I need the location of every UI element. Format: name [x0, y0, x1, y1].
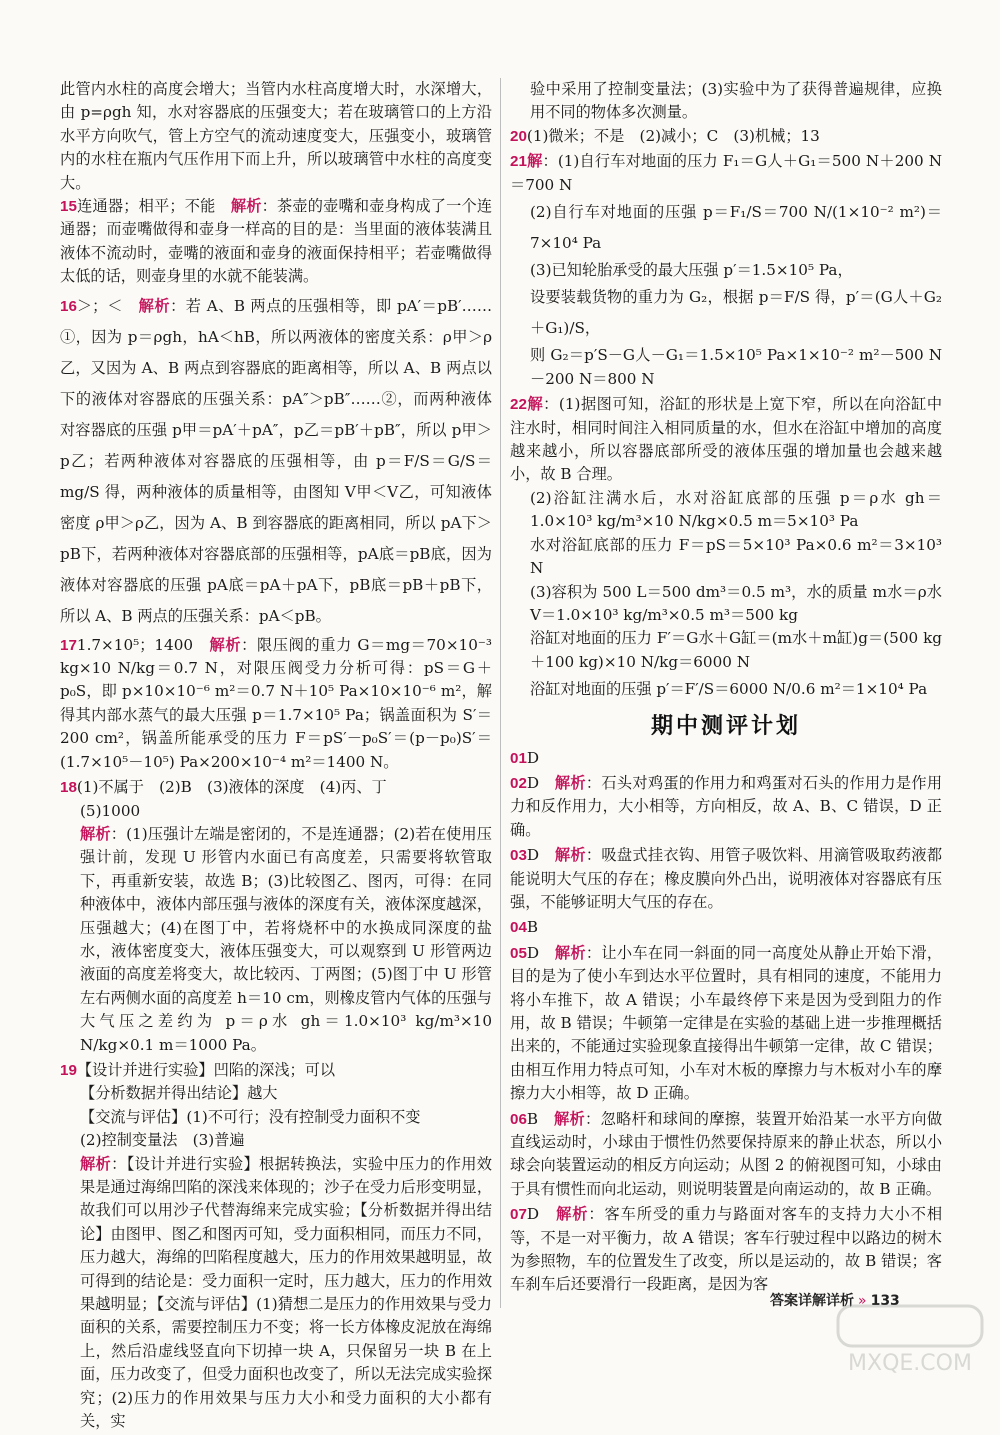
question-number: 06 — [510, 1110, 527, 1128]
answer-21 — [510, 150, 942, 391]
answer-text: D — [526, 773, 540, 792]
question-number: 22 — [510, 396, 527, 414]
answer-text: D — [526, 748, 540, 767]
section-title: 期中测评计划 — [650, 714, 801, 740]
answer-text: (1)不属于 (2)B (3)液体的深度 (4)丙、丁 — [76, 778, 387, 797]
answer-04 — [510, 916, 942, 939]
answer-02 — [510, 772, 942, 842]
answer-15 — [60, 195, 492, 289]
answer-text: 连通器；相平；不能 — [76, 197, 216, 216]
analysis-label: 解析 — [230, 197, 262, 216]
question-number: 02 — [510, 774, 527, 792]
analysis-label: 解析 — [554, 773, 586, 792]
solution-label: 解 — [526, 395, 544, 414]
answer-text: D — [526, 943, 540, 962]
solution-text: 水对浴缸底部的压力 F＝pS＝5×10³ Pa×0.6 m²＝3×10³ N — [530, 535, 942, 578]
analysis-label: 解析 — [209, 635, 242, 654]
double-chevron-right-icon: » — [858, 1293, 867, 1309]
solution-text: (2)自行车对地面的压强 p＝F₁/S＝700 N/(1×10⁻² m²)＝7×10⁴ Pa — [530, 203, 942, 253]
answer-22 — [510, 393, 942, 705]
analysis-label: 解析 — [554, 846, 586, 865]
continued-paragraph: 此管内水柱的高度会增大；当管内水柱高度增大时，水深增大，由 p=ρgh 知，水对容器底的压强变大；若在玻璃管口的上方沿水平方向吹气，管上方空气的流动速度变大，压强变小，玻璃管内的水柱在瓶内气压作用下而上升，所以玻璃管中水柱的高度变大。 — [60, 80, 492, 192]
solution-text: (3)容积为 500 L＝500 dm³＝0.5 m³，水的质量 m水＝ρ水 V＝1.0×10³ kg/m³×0.5 m³＝500 kg — [530, 582, 942, 624]
analysis-label: 解析 — [553, 1109, 586, 1128]
left-column — [60, 78, 492, 1435]
question-number: 15 — [60, 198, 77, 216]
answer-text: (2)控制变量法 (3)普遍 — [80, 1131, 245, 1150]
question-number: 18 — [60, 779, 77, 797]
watermark-logo — [830, 1300, 990, 1378]
question-number: 04 — [510, 919, 527, 937]
analysis-label: 解析 — [554, 943, 586, 962]
answer-text: 1.7×10⁵；1400 — [76, 635, 194, 654]
question-number: 07 — [510, 1206, 527, 1224]
answer-17 — [60, 634, 492, 774]
page-number: 133 — [870, 1293, 900, 1309]
analysis-text: ：客车所受的重力与路面对客车的支持力大小不相等，不是一对平衡力，故 A 错误；客车行驶过程中以路边的树木为参照物，车的位置发生了改变，所以是运动的，故 B 错误；客车刹车后还要滑行一段距离，是因为客 — [510, 1205, 943, 1294]
question-number: 19 — [60, 1061, 77, 1079]
question-number: 16 — [60, 297, 77, 315]
answer-16 — [60, 291, 492, 632]
analysis-label: 解析 — [556, 1205, 589, 1224]
analysis-text: ：若 A、B 两点的压强相等，即 pA′＝pB′……①，因为 p＝ρgh，hA＜hB，所以两液体的密度关系：ρ甲＞ρ乙，又因为 A、B 两点到容器底的距离相等，所以 A、B 两点以下的液体对容器底的压强关系：pA″＞pB″……②，而两种液体对容器底的压强 p甲＝pA′＋pA″，p乙＝pB′＋pB″，所以 p甲＞p乙；若两种液体对容器底的压强相等，由 p＝F/S＝G/S＝mg/S 得，两种液体的质量相等，由图知 V甲＜V乙，可知液体密度 ρ甲＞ρ乙，因为 A、B 到容器底的距离相同，所以 pA下＞pB下，若两种液体对容器底部的压强相等，pA底＝pB底，因为液体对容器底的压强 pA底＝pA＋pA下，pB底＝pB＋pB下，所以 A、B 两点的压强关系：pA＜pB。 — [60, 296, 493, 625]
answer-18 — [60, 776, 492, 1057]
solution-text: 浴缸对地面的压力 F′＝G水＋G缸＝(m水＋m缸)g＝(500 kg＋100 kg)×10 N/kg＝6000 N — [530, 629, 942, 671]
analysis-label: 解析 — [80, 824, 111, 843]
analysis-text: ：吸盘式挂衣钩、用管子吸饮料、用滴管吸取药液都能说明大气压的存在；橡皮膜向外凸出，说明液体对容器底有压强，不能够证明大气压的存在。 — [510, 846, 943, 911]
answer-text: 【交流与评估】(1)不可行；没有控制受力面积不变 — [80, 1107, 421, 1126]
answer-text: B — [526, 1109, 539, 1128]
footer-label: 答案详解详析 — [770, 1293, 854, 1309]
answer-text: (1)微米；不是 (2)减小；C (3)机械；13 — [526, 126, 820, 145]
answer-text: ＞；＜ — [76, 296, 123, 315]
analysis-text: ：【设计并进行实验】根据转换法，实验中压力的作用效果是通过海绵凹陷的深浅来体现的；沙子在受力后形变明显，故我们可以用沙子代替海绵来完成实验；【分析数据并得出结论】由图甲、图乙和图丙可知，受力面积相同，而压力不同，压力越大，海绵的凹陷程度越大，压力的作用效果越明显，故可得到的结论是：受力面积一定时，压力越大，压力的作用效果越明显；【交流与评估】(1)猜想二是压力的作用效果与受力面积的关系，需要控制压力不变；将一长方体橡皮泥放在海绵上，然后沿虚线竖直向下切掉一块 A，只保留另一块 B 在上面，压力改变了，但受力面积也改变了，所以无法完成实验探究；(2)压力的作用效果与压力大小和受力面积的大小都有关，实 — [80, 1154, 492, 1431]
solution-text: ：(1)据图可知，浴缸的形状是上宽下窄，所以在向浴缸中注水时，相同时间注入相同质量的水，但水在浴缸中增加的高度越来越小，所以容器底部所受的液体压强的增加量也会越来越小，故 B 合理。 — [510, 395, 943, 484]
solution-text: 则 G₂＝p′S－G人－G₁＝1.5×10⁵ Pa×1×10⁻² m²－500 N－200 N＝800 N — [530, 346, 942, 388]
answer-text: D — [526, 846, 540, 865]
answer-text: B — [526, 918, 539, 937]
solution-label: 解 — [526, 152, 543, 171]
column-divider — [500, 78, 501, 1308]
analysis-label: 解析 — [138, 296, 171, 315]
question-number: 01 — [510, 749, 527, 767]
question-number: 17 — [60, 636, 77, 654]
answer-text: 【分析数据并得出结论】越大 — [80, 1084, 278, 1103]
answer-01 — [510, 747, 942, 770]
solution-text: ：(1)自行车对地面的压力 F₁＝G人＋G₁＝500 N＋200 N＝700 N — [510, 152, 943, 194]
analysis-text: ：石头对鸡蛋的作用力和鸡蛋对石头的作用力是作用力和反作用力，大小相等，方向相反，故 A、B、C 错误，D 正确。 — [510, 773, 943, 839]
answer-text: (5)1000 — [80, 801, 141, 820]
answer-20 — [510, 125, 942, 148]
answer-19 — [60, 1059, 492, 1434]
analysis-text: ：让小车在同一斜面的同一高度处从静止开始下滑，目的是为了使小车到达水平位置时，具有相同的速度，不能用力将小车推下，故 A 错误；小车最终停下来是因为受到阻力的作用，故 B 错误；牛顿第一定律是在实验的基础上进一步推理概括出来的，不能通过实验现象直接得出牛顿第一定律，故 C 错误；由相互作用力特点可知，小车对木板的摩擦力与木板对小车的摩擦力大小相等，故 D 正确。 — [510, 943, 943, 1103]
continued-paragraph: 验中采用了控制变量法；(3)实验中为了获得普遍规律，应换用不同的物体多次测量。 — [530, 80, 942, 122]
svg-text:MXQE.COM: MXQE.COM — [848, 1351, 972, 1376]
solution-text: 浴缸对地面的压强 p′＝F′/S＝6000 N/0.6 m²＝1×10⁴ Pa — [530, 680, 928, 699]
solution-text: (2)浴缸注满水后，水对浴缸底部的压强 p＝ρ水 gh＝1.0×10³ kg/m³×10 N/kg×0.5 m＝5×10³ Pa — [530, 488, 942, 531]
right-column — [510, 78, 942, 1299]
question-number: 05 — [510, 944, 527, 962]
analysis-text: ：忽略杆和球间的摩擦，装置开始沿某一水平方向做直线运动时，小球由于惯性仍然要保持原来的静止状态，所以小球会向装置运动的相反方向运动；从图 2 的俯视图可知，小球由于具有惯性而向北运动，则说明装置是向南运动的，故 B 正确。 — [510, 1109, 943, 1198]
analysis-text: ：限压阀的重力 G＝mg＝70×10⁻³ kg×10 N/kg＝0.7 N，对限压阀受力分析可得：pS＝G＋p₀S，即 p×10×10⁻⁶ m²＝0.7 N＋10⁵ Pa×10×10⁻⁶ m²，解得其内部水蒸气的最大压强 p＝1.7×10⁵ Pa；锅盖面积为 S′＝200 cm²，锅盖所能承受的压力 F＝pS′－p₀S′＝(p－p₀)S′＝(1.7×10⁵－10⁵) Pa×200×10⁻⁴ m²＝1400 N。 — [60, 635, 492, 771]
answer-text: D — [526, 1205, 540, 1224]
answer-03 — [510, 844, 942, 914]
question-number: 21 — [510, 153, 527, 171]
answer-text: 【设计并进行实验】凹陷的深浅；可以 — [76, 1060, 336, 1079]
solution-text: (3)已知轮胎承受的最大压强 p′＝1.5×10⁵ Pa， — [530, 261, 853, 280]
analysis-text: ：茶壶的壶嘴和壶身构成了一个连通器；而壶嘴做得和壶身一样高的目的是：当里面的液体装满且液体不流动时，壶嘴的液面和壶身的液面保持相平；若壶嘴做得太低的话，则壶身里的水就不能装满。 — [60, 197, 493, 286]
answer-05 — [510, 942, 942, 1106]
analysis-label: 解析 — [80, 1154, 112, 1173]
solution-text: 设要装载货物的重力为 G₂，根据 p＝F/S 得，p′＝(G人＋G₂＋G₁)/S， — [530, 288, 942, 338]
answer-06 — [510, 1108, 942, 1202]
analysis-text: ：(1)压强计左端是密闭的，不是连通器；(2)若在使用压强计前，发现 U 形管内水面已有高度差，只需要将软管取下，再重新安装，故选 B；(3)比较图乙、图丙，可得：在同种液体中，液体内部压强与液体的深度有关，液体深度越深，压强越大；(4)在图丁中，若将烧杯中的水换成同深度的盐水，液体密度变大，液体压强变大，可以观察到 U 形管两边液面的高度差将变大，故比较丙、丁两图；(5)图丁中 U 形管左右两侧水面的高度差 h＝10 cm，则橡皮管内气体的压强与大气压之差约为 p＝ρ水 gh＝1.0×10³ kg/m³×10 N/kg×0.1 m＝1000 Pa。 — [80, 824, 492, 1054]
answer-07 — [510, 1203, 942, 1297]
question-number: 03 — [510, 847, 527, 865]
question-number: 20 — [510, 127, 527, 145]
